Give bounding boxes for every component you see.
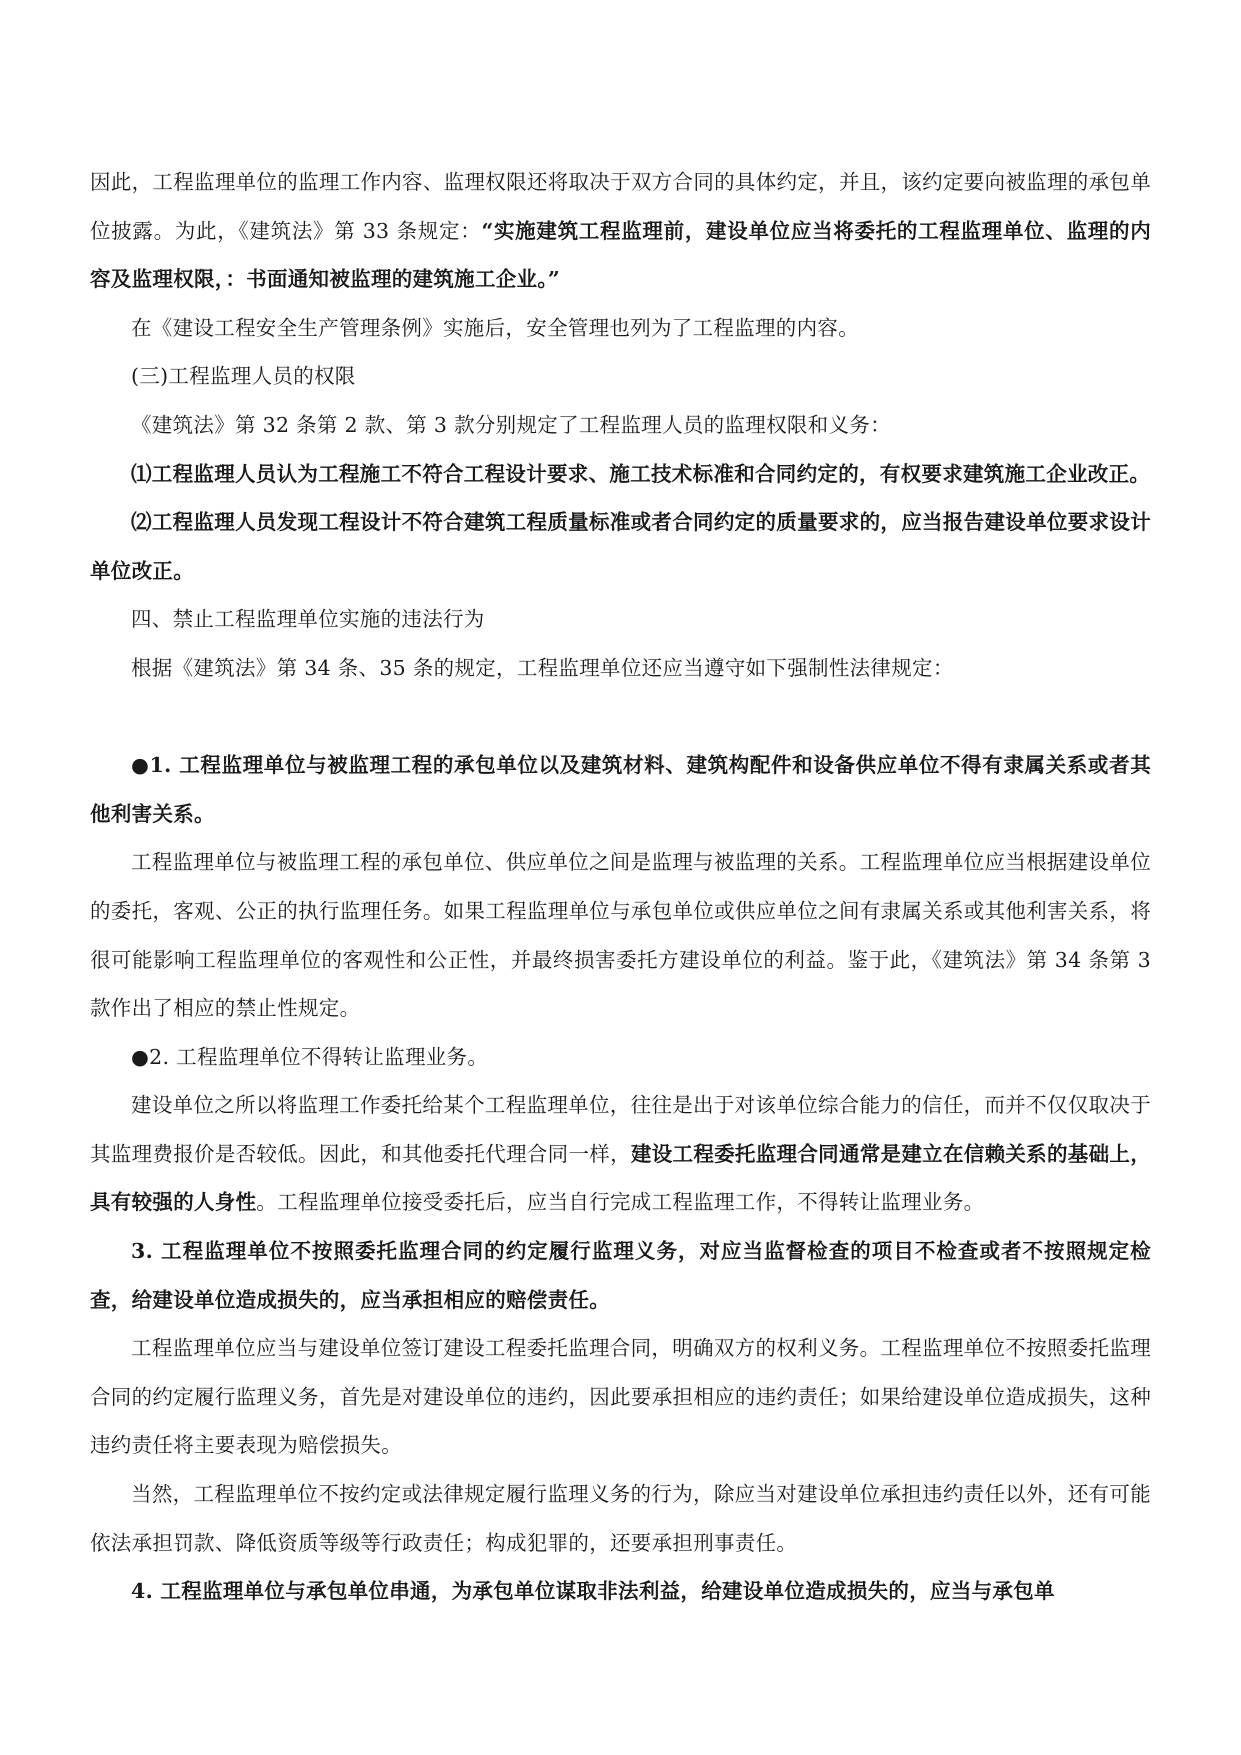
paragraph-rule-3-liability [90,1470,1151,1567]
paragraph-rule-3-explanation [90,1324,1151,1470]
heading-text: (三)工程监理人员的权限 [131,364,356,389]
paragraph-safety-management [90,304,1151,353]
paragraph-article-32 [90,401,1151,450]
heading-text: 四、禁止工程监理单位实施的违法行为 [131,607,485,632]
bold-text: ⑵工程监理人员发现工程设计不符合建筑工程质量标准或者合同约定的质量要求的，应当报告建设单位要求设计单位改正。 [90,510,1151,583]
text-run: 当然，工程监理单位不按约定或法律规定履行监理义务的行为，除应当对建设单位承担违约责任以外，还有可能依法承担罚款、降低资质等级等行政责任；构成犯罪的，还要承担刑事责任。 [90,1482,1151,1555]
section-heading-supervisor-authority [90,352,1151,401]
bold-quote: “实施建筑工程监理前，建设单位应当将委托的工程监理单位、监理的内容及监理权限，：书面通知被监理的建筑施工企业。” [90,218,1151,292]
paragraph-rule-2-explanation [90,1081,1151,1227]
blank-line [90,693,1151,742]
text-run: 因此，工程监理单位的监理工作内容、监理权限还将取决于双方合同的具体约定，并且，该约定要向被监理的承包单位披露。为此，《建筑法》第 33 条规定： [90,170,1151,243]
text-run: 工程监理单位与被监理工程的承包单位、供应单位之间是监理与被监理的关系。工程监理单位应当根据建设单位的委托，客观、公正的执行监理任务。如果工程监理单位与承包单位或供应单位之间有隶属关系或其他利害关系，将很可能影响工程监理单位的客观性和公正性，并最终损害委托方建设单位的利益。鉴于此，《建筑法》第 34 条第 3 款作出了相应的禁止性规定。 [90,850,1151,1021]
paragraph-rule-1-explanation [90,838,1151,1032]
section-heading-prohibited-acts [90,595,1151,644]
rule-1-heading [90,741,1151,838]
rule-2-heading [90,1033,1151,1082]
bold-text: 建设工程委托监理合同通常是建立在信赖关系的基础上，具有较强的人身性 [90,1141,1151,1215]
rule-3-heading [90,1227,1151,1324]
list-item-authority-2 [90,498,1151,595]
text-run: 工程监理单位应当与建设单位签订建设工程委托监理合同，明确双方的权利义务。工程监理单位不按照委托监理合同的约定履行监理义务，首先是对建设单位的违约，因此要承担相应的违约责任；如果给建设单位造成损失，这种违约责任将主要表现为赔偿损失。 [90,1336,1151,1458]
text-run: 。工程监理单位接受委托后，应当自行完成工程监理工作，不得转让监理业务。 [256,1190,985,1215]
paragraph-contract-disclosure [90,158,1151,304]
list-item-authority-1 [90,450,1151,499]
bold-text: 3. 工程监理单位不按照委托监理合同的约定履行监理义务，对应当监督检查的项目不检查或者不按照规定检查，给建设单位造成损失的，应当承担相应的赔偿责任。 [90,1239,1151,1312]
document-body [90,158,1151,1616]
text-run: 《建筑法》第 32 条第 2 款、第 3 款分别规定了工程监理人员的监理权限和义务： [131,412,891,437]
bold-text: ●1. 工程监理单位与被监理工程的承包单位以及建筑材料、建筑构配件和设备供应单位不得有隶属关系或者其他利害关系。 [90,753,1151,826]
text-run: 建设单位之所以将监理工作委托给某个工程监理单位，往往是出于对该单位综合能力的信任，而并不仅仅取决于其监理费报价是否较低。因此，和其他委托代理合同一样， [90,1093,1151,1166]
paragraph-articles-34-35 [90,644,1151,693]
rule-4-heading [90,1567,1151,1616]
text-run: 在《建设工程安全生产管理条例》实施后，安全管理也列为了工程监理的内容。 [131,315,859,340]
bold-text: 4. 工程监理单位与承包单位串通，为承包单位谋取非法利益，给建设单位造成损失的，应当与承包单 [131,1579,1055,1604]
text-run: 根据《建筑法》第 34 条、35 条的规定，工程监理单位还应当遵守如下强制性法律规定： [131,655,954,680]
text-run: ●2. 工程监理单位不得转让监理业务。 [131,1044,489,1069]
bold-text: ⑴工程监理人员认为工程施工不符合工程设计要求、施工技术标准和合同约定的，有权要求建筑施工企业改正。 [131,461,1151,486]
